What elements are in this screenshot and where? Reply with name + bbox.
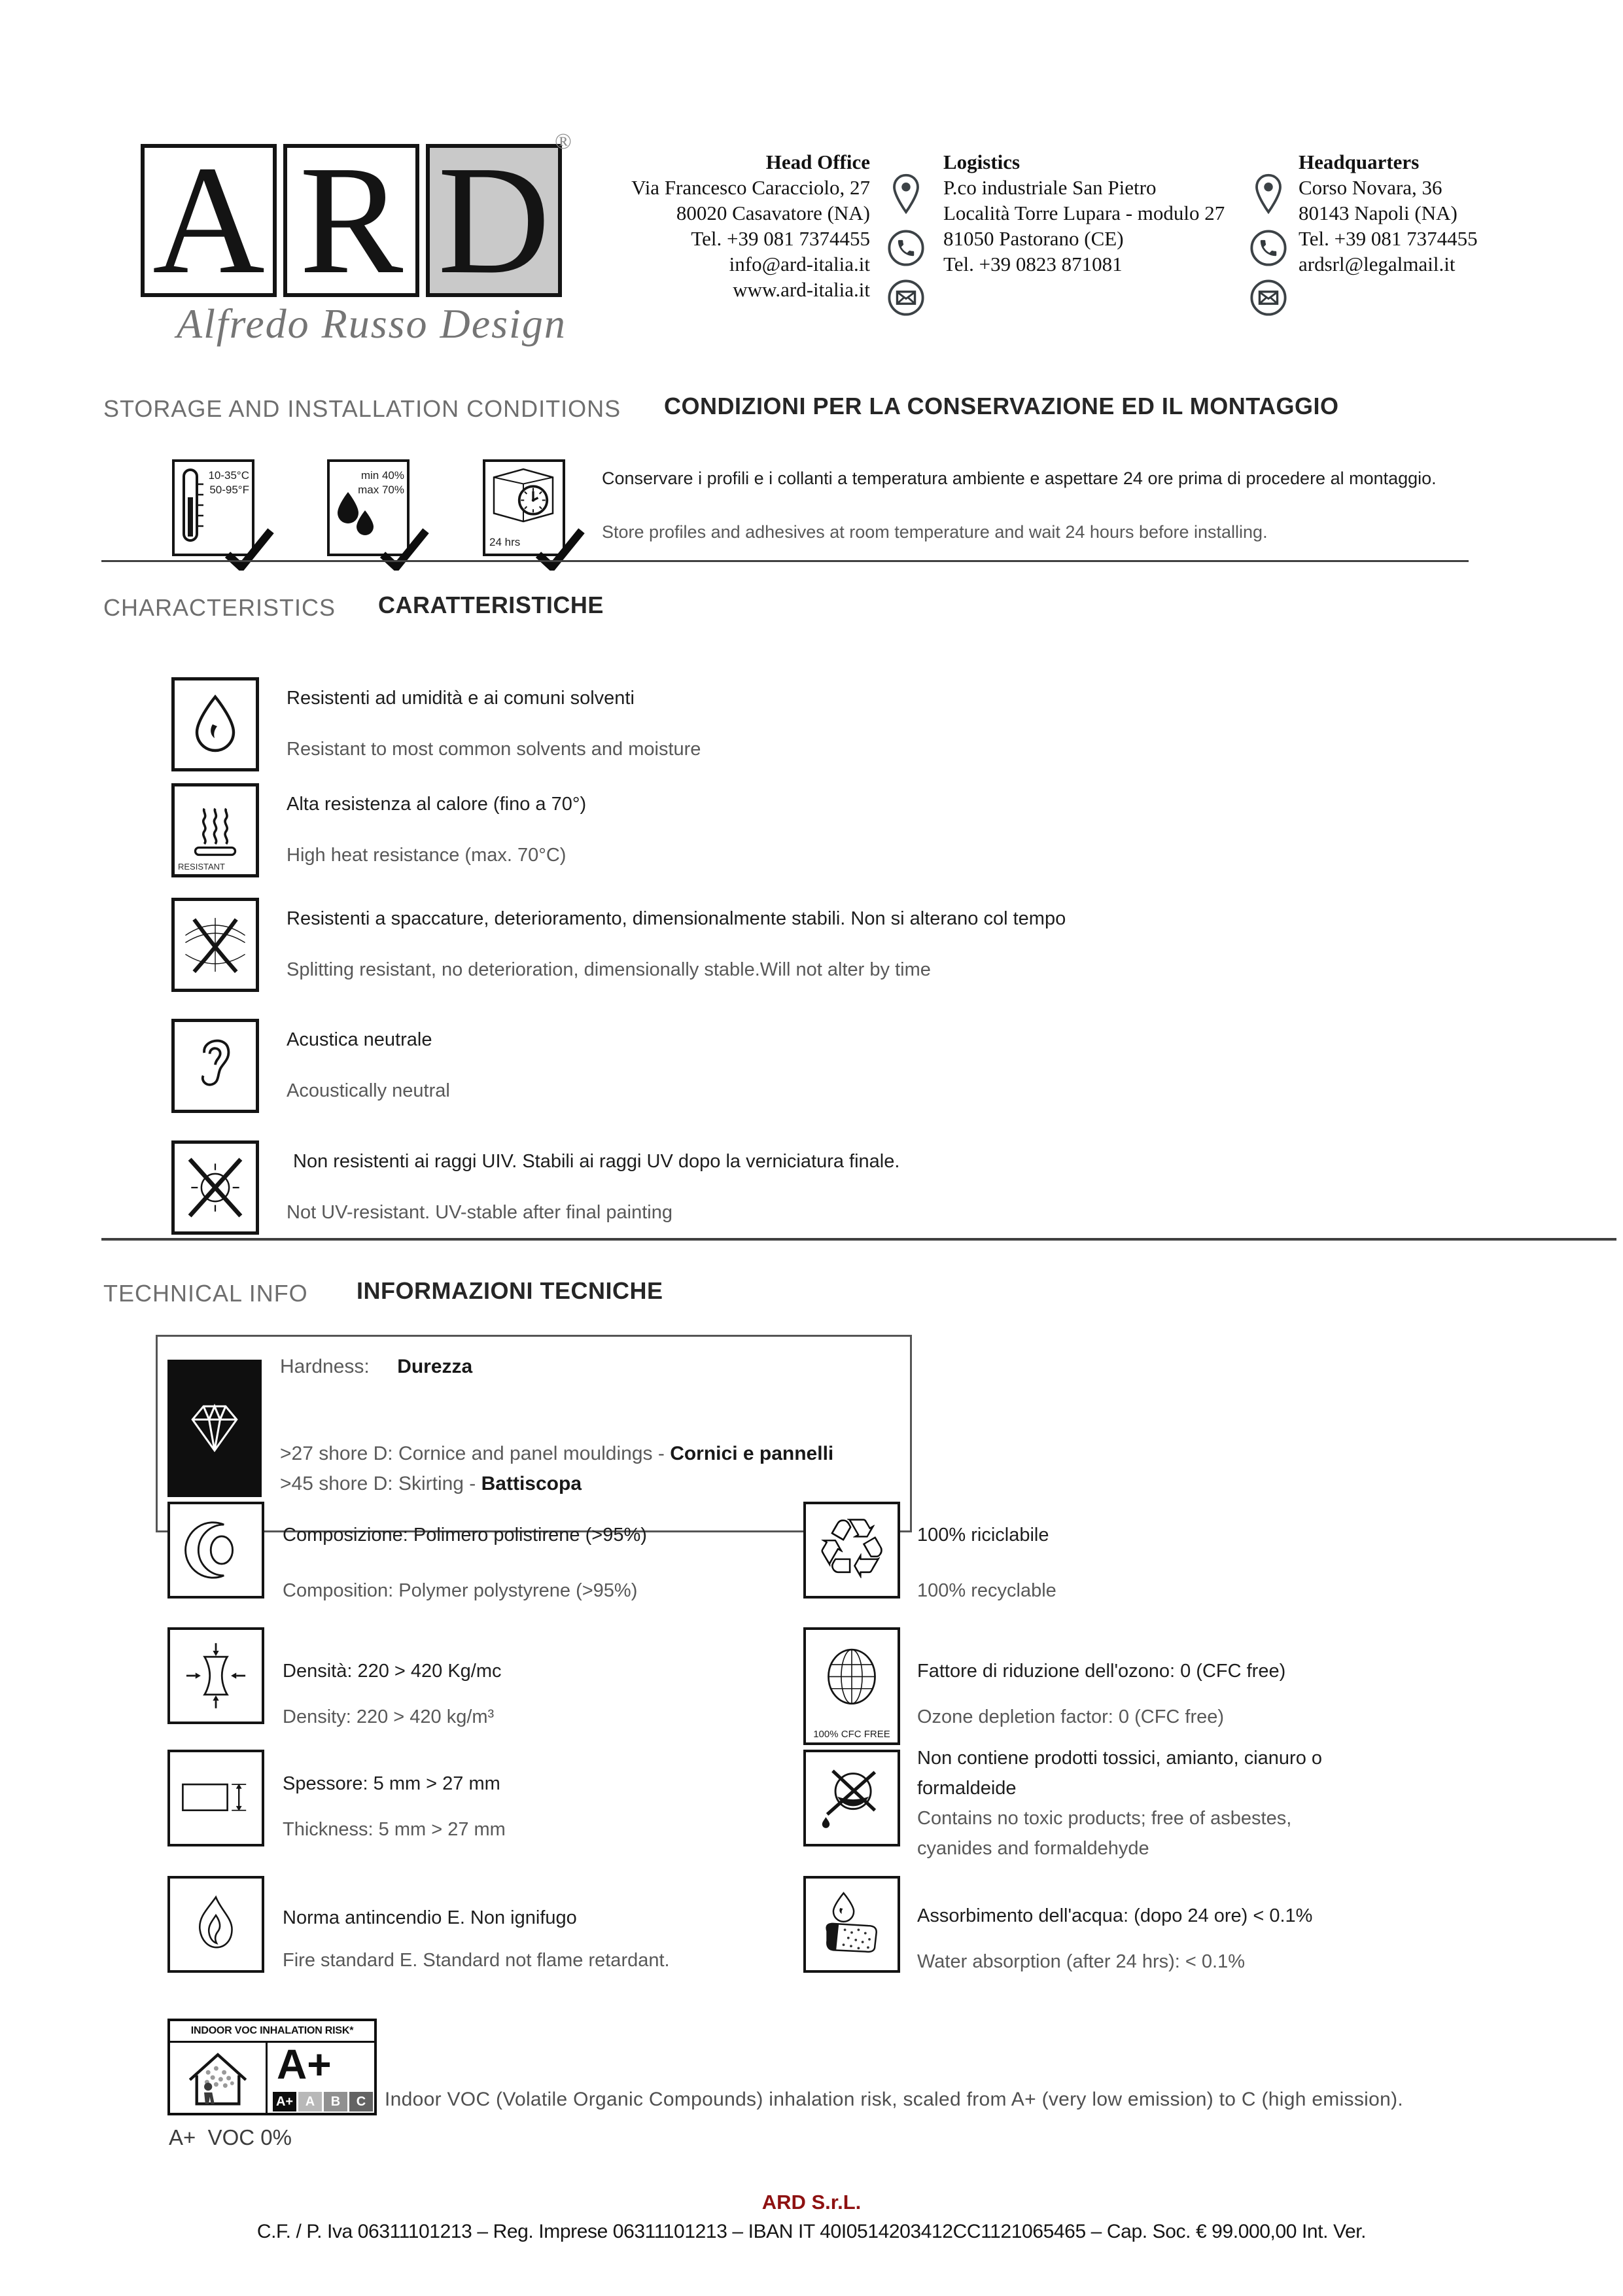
head-office-address-line: Via Francesco Caracciolo, 27	[631, 176, 870, 199]
voc-grade-cell	[268, 2043, 374, 2113]
characteristic-text-it: Acustica neutrale	[287, 1029, 432, 1050]
logistics-address-line: 81050 Pastorano (CE)	[943, 227, 1124, 250]
heat-waves-icon	[186, 802, 245, 858]
ear-icon	[191, 1033, 239, 1099]
voc-label-body	[170, 2043, 374, 2113]
logo-tagline: Alfredo Russo Design	[177, 300, 567, 347]
headquarters-title: Headquarters	[1299, 150, 1420, 173]
storage-text-it: Conservare i profili e i collanti a temperatura ambiente e aspettare 24 ore prima di procedere al montaggio.	[602, 468, 1437, 488]
storage-text-en: Store profiles and adhesives at room temperature and wait 24 hours before installing.	[602, 522, 1268, 542]
voc-result: A+ VOC 0%	[169, 2125, 292, 2149]
characteristic-text-it: Non resistenti ai raggi UIV. Stabili ai raggi UV dopo la verniciatura finale.	[293, 1151, 900, 1172]
head-office-phone: Tel. +39 081 7374455	[691, 227, 870, 250]
voc-label	[167, 2019, 377, 2115]
house-emissions-icon	[179, 2047, 257, 2110]
storage-section-title-en: STORAGE AND INSTALLATION CONDITIONS	[103, 395, 621, 422]
location-pin-icon	[1251, 171, 1286, 217]
characteristic-text-it: Resistenti a spaccature, deterioramento, dimensionalmente stabili. Non si alterano col tempo	[287, 908, 1066, 929]
tech-text-en: Contains no toxic products; free of asbestes, cyanides and formaldehyde	[917, 1808, 1292, 1859]
moisture-resistance-icon	[171, 677, 259, 771]
location-pin-icon	[888, 171, 924, 217]
drop-sponge-icon	[818, 1890, 886, 1958]
logo-letter-d: D	[426, 144, 562, 297]
tech-text-it: Assorbimento dell'acqua: (dopo 24 ore) < 0.1%	[917, 1905, 1313, 1926]
logo-letter-r: R	[283, 144, 419, 297]
head-office-title: Head Office	[765, 150, 870, 173]
water-drops-icon	[334, 489, 379, 550]
heat-resistance-icon	[171, 783, 259, 877]
voc-scale-a: A	[298, 2092, 322, 2111]
temperature-range-icon	[172, 459, 254, 556]
headquarters-phone: Tel. +39 081 7374455	[1299, 227, 1478, 250]
tech-text-it: Fattore di riduzione dell'ozono: 0 (CFC free)	[917, 1661, 1286, 1682]
hardness-label-en: Hardness:	[280, 1356, 370, 1377]
tech-text-en: Thickness: 5 mm > 27 mm	[283, 1819, 506, 1840]
uv-resistance-icon	[171, 1140, 259, 1235]
hardness-label-row	[280, 1356, 472, 1378]
phone-icon	[887, 229, 925, 267]
recyclable-icon	[803, 1502, 900, 1598]
storage-section-title-it: CONDIZIONI PER LA CONSERVAZIONE ED IL MONTAGGIO	[664, 393, 1339, 419]
fire-standard-icon	[167, 1876, 264, 1973]
voc-grade-value: A+	[277, 2041, 332, 2088]
head-office-email: info@ard-italia.it	[729, 253, 870, 275]
checkmark-icon	[378, 527, 430, 571]
tech-text-it: Composizione: Polimero polistirene (>95%)	[283, 1525, 647, 1545]
voc-scale	[273, 2092, 373, 2111]
tech-text-it: Spessore: 5 mm > 27 mm	[283, 1773, 500, 1794]
head-office-address-line: 80020 Casavatore (NA)	[676, 202, 870, 224]
wait-24-hours-icon	[483, 459, 565, 556]
water-absorption-icon	[803, 1876, 900, 1973]
divider	[101, 560, 1469, 562]
characteristic-text-it: Resistenti ad umidità e ai comuni solventi	[287, 688, 635, 709]
tech-text-en: Fire standard E. Standard not flame retardant.	[283, 1950, 670, 1971]
divider	[101, 1238, 1616, 1241]
polymer-icon	[183, 1517, 249, 1583]
resistant-label: RESISTANT	[178, 862, 225, 872]
humidity-range-label: min 40% max 70%	[358, 469, 404, 496]
tech-text-it: Non contiene prodotti tossici, amianto, cianuro o formaldeide	[917, 1748, 1323, 1799]
logo-letter-a: A	[141, 144, 277, 297]
contact-icon-column-2	[1249, 171, 1287, 317]
density-icon	[167, 1627, 264, 1724]
hardness-diamond-tile	[167, 1360, 262, 1497]
technical-title-it: INFORMAZIONI TECNICHE	[357, 1277, 663, 1304]
wait-24-hours-label: 24 hrs	[489, 536, 521, 548]
contact-icon-column-1	[887, 171, 925, 317]
voc-house-cell	[170, 2043, 268, 2113]
phone-icon	[1249, 229, 1287, 267]
voc-label-title: INDOOR VOC INHALATION RISK*	[170, 2021, 374, 2043]
thermometer-icon	[179, 466, 207, 547]
voc-scale-c: C	[349, 2092, 373, 2111]
tech-text-en: 100% recyclable	[917, 1580, 1056, 1601]
hardness-row-2: >45 shore D: Skirting - Battiscopa	[280, 1473, 582, 1494]
checkmark-icon	[223, 527, 275, 571]
hardness-row-1: >27 shore D: Cornice and panel mouldings - Cornici e pannelli	[280, 1443, 834, 1464]
no-toxins-icon	[818, 1764, 886, 1832]
box-clock-icon	[488, 466, 559, 531]
mail-icon	[887, 279, 925, 317]
split-resistance-icon	[171, 898, 259, 992]
characteristic-text-en: Acoustically neutral	[287, 1080, 450, 1101]
logistics-title: Logistics	[943, 150, 1021, 173]
tech-text-it: 100% riciclabile	[917, 1525, 1049, 1545]
voc-scale-a-plus: A+	[273, 2092, 296, 2111]
recycling-symbol-icon: ♲	[814, 1501, 890, 1598]
humidity-range-icon	[327, 459, 410, 556]
logistics-address-line: Località Torre Lupara - modulo 27	[943, 202, 1225, 224]
logistics-address-line: P.co industriale San Pietro	[943, 176, 1157, 199]
logistics-block	[943, 149, 1225, 277]
head-office-website: www.ard-italia.it	[733, 278, 870, 301]
diamond-icon	[179, 1393, 250, 1464]
compression-icon	[182, 1642, 250, 1710]
globe-icon	[822, 1644, 882, 1716]
tech-text-it: Densità: 220 > 420 Kg/mc	[283, 1661, 502, 1682]
tech-text-en: Density: 220 > 420 kg/m³	[283, 1706, 495, 1727]
head-office-block	[458, 149, 870, 302]
composition-icon	[167, 1502, 264, 1598]
temperature-range-label: 10-35°C 50-95°F	[208, 469, 249, 496]
footer-registration-line: C.F. / P. Iva 06311101213 – Reg. Imprese 06311101213 – IBAN IT 40I0514203412CC1121065465 – Cap. Soc. € 99.000,00 Int. Ver.	[256, 2221, 1367, 2242]
hardness-label-it: Durezza	[397, 1356, 473, 1377]
cfc-free-label: 100% CFC FREE	[813, 1729, 890, 1740]
flame-icon	[184, 1890, 247, 1958]
characteristics-title-en: CHARACTERISTICS	[103, 594, 336, 621]
tech-text-en: Composition: Polymer polystyrene (>95%)	[283, 1580, 638, 1601]
headquarters-address-line: Corso Novara, 36	[1299, 176, 1442, 199]
registered-trademark-icon: ®	[555, 130, 572, 154]
tech-text-en: Ozone depletion factor: 0 (CFC free)	[917, 1706, 1225, 1727]
characteristic-text-it: Alta resistenza al calore (fino a 70°)	[287, 794, 587, 815]
voc-description: Indoor VOC (Volatile Organic Compounds) inhalation risk, scaled from A+ (very low emission) to C (high emission).	[385, 2089, 1404, 2110]
characteristic-text-en: Splitting resistant, no deterioration, dimensionally stable.Will not alter by time	[287, 959, 931, 980]
headquarters-email: ardsrl@legalmail.it	[1299, 253, 1456, 275]
no-splitting-icon	[183, 911, 248, 979]
characteristic-text-en: Resistant to most common solvents and moisture	[287, 739, 701, 760]
technical-title-en: TECHNICAL INFO	[103, 1280, 308, 1307]
footer-company-name: ARD S.r.L.	[761, 2191, 862, 2214]
cfc-free-icon	[803, 1627, 900, 1745]
characteristic-text-en: High heat resistance (max. 70°C)	[287, 845, 567, 866]
acoustic-neutral-icon	[171, 1019, 259, 1113]
voc-scale-b: B	[324, 2092, 347, 2111]
hardness-panel	[156, 1335, 912, 1532]
headquarters-address-line: 80143 Napoli (NA)	[1299, 202, 1457, 224]
logistics-phone: Tel. +39 0823 871081	[943, 253, 1123, 275]
checkmark-icon	[534, 527, 586, 571]
characteristics-title-it: CARATTERISTICHE	[378, 592, 604, 618]
panel-thickness-icon	[180, 1770, 252, 1826]
tech-text-en: Water absorption (after 24 hrs): < 0.1%	[917, 1951, 1246, 1972]
characteristic-text-en: Not UV-resistant. UV-stable after final painting	[287, 1202, 672, 1223]
no-toxic-icon	[803, 1750, 900, 1846]
headquarters-block	[1299, 149, 1478, 277]
thickness-icon	[167, 1750, 264, 1846]
mail-icon	[1249, 279, 1287, 317]
no-sun-icon	[183, 1154, 248, 1222]
tech-text-it: Norma antincendio E. Non ignifugo	[283, 1907, 577, 1928]
water-drop-icon	[188, 693, 242, 756]
